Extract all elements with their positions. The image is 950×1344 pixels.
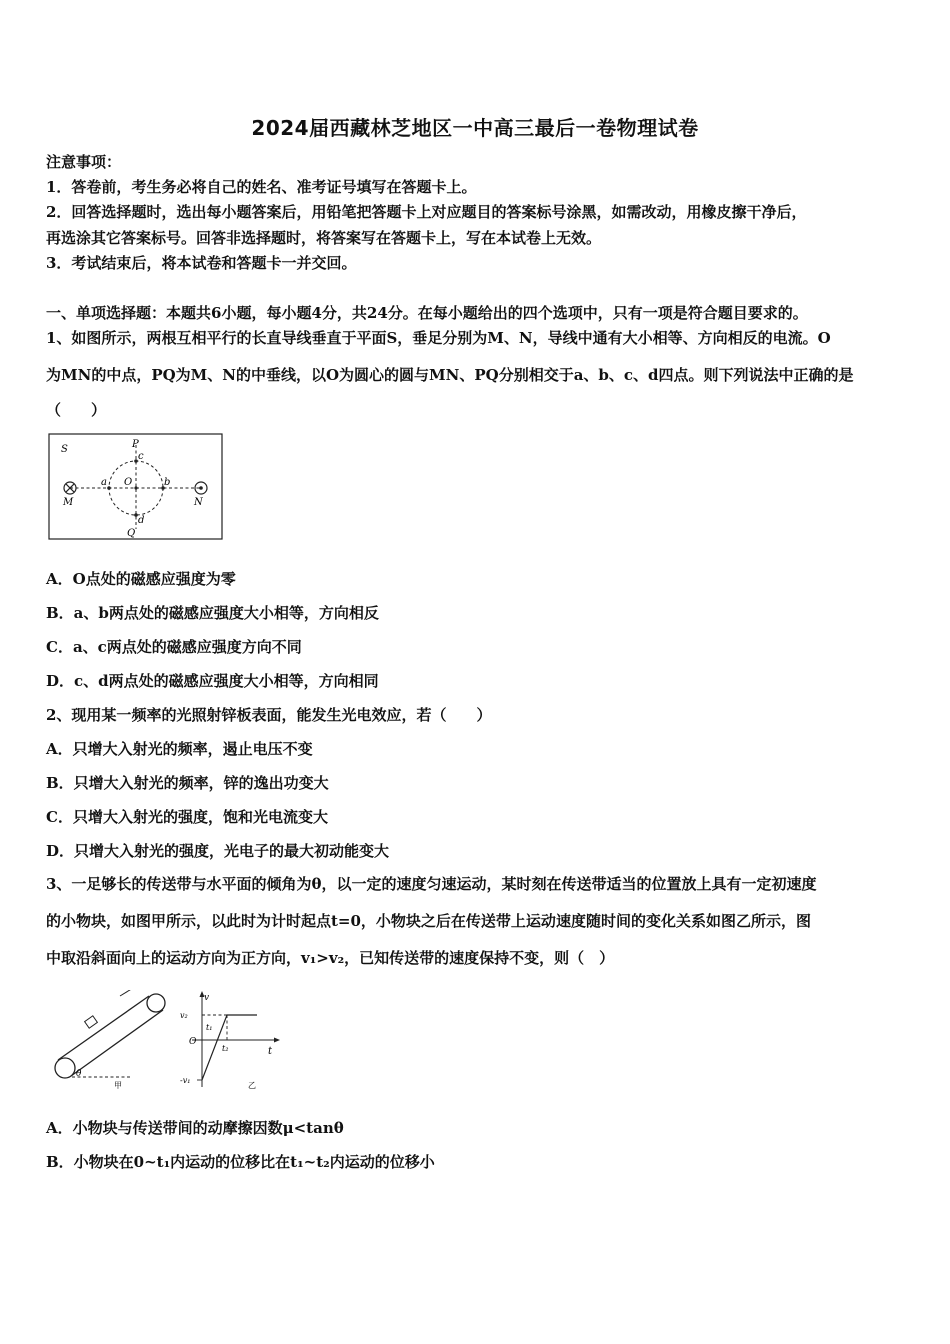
q1-stem-line-1: 1、如图所示，两根互相平行的长直导线垂直于平面S，垂足分别为M、N，导线中通有大小相等、方向相反的电流。O [46,329,831,347]
q3-option-b: B．小物块在0~t₁内运动的位移比在t₁~t₂内运动的位移小 [46,1153,435,1171]
label-neg-v1: -v₁ [180,1076,191,1085]
notice-item-1: 1．答卷前，考生务必将自己的姓名、准考证号填写在答题卡上。 [46,178,477,196]
section-heading: 一、单项选择题：本题共6小题，每小题4分，共24分。在每小题给出的四个选项中，只有一项是符合题目要求的。 [46,304,808,322]
q1-stem-line-3: （ ） [46,401,107,419]
label-theta: θ [76,1069,82,1079]
q2-option-b: B．只增大入射光的频率，锌的逸出功变大 [46,774,329,792]
label-s: S [61,444,68,455]
q3-figure [52,990,280,1090]
label-c: c [138,451,144,462]
label-q: Q [127,528,136,539]
label-m: M [63,497,74,508]
page-title: 2024届西藏林芝地区一中高三最后一卷物理试卷 [251,116,699,140]
label-b: b [164,477,171,488]
point-o [134,486,137,489]
notice-heading: 注意事项： [46,153,122,171]
label-v: v [204,993,210,1003]
q2-stem: 2、现用某一频率的光照射锌板表面，能发生光电效应，若（ ） [46,706,492,724]
label-t: t [268,1046,273,1057]
label-v2: v₂ [180,1011,188,1020]
q3-stem-line-2: 的小物块，如图甲所示，以此时为计时起点t=0，小物块之后在传送带上运动速度随时间的变化关系如图乙所示，图 [46,912,811,930]
label-n: N [194,497,203,508]
label-yi: 乙 [248,1081,256,1090]
q3-stem-line-1: 3、一足够长的传送带与水平面的倾角为θ，以一定的速度匀速运动，某时刻在传送带适当的位置放上具有一定初速度 [46,875,817,893]
label-t2: t₂ [222,1044,229,1053]
notice-item-2-cont: 再选涂其它答案标号。回答非选择题时，将答案写在答题卡上，写在本试卷上无效。 [46,229,602,247]
q1-stem-line-2: 为MN的中点，PQ为M、N的中垂线，以O为圆心的圆与MN、PQ分别相交于a、b、c、d四点。则下列说法中正确的是 [46,366,854,384]
conveyor-belt-diagram [55,990,165,1090]
q3-stem-line-3: 中取沿斜面向上的运动方向为正方向，v₁>v₂，已知传送带的速度保持不变，则（ ） [46,949,615,967]
notice-item-3: 3．考试结束后，将本试卷和答题卡一并交回。 [46,254,357,272]
q3-option-a: A．小物块与传送带间的动摩擦因数μ<tanθ [46,1119,344,1137]
q1-option-a: A．O点处的磁感应强度为零 [46,570,236,588]
q1-option-b: B．a、b两点处的磁感应强度大小相等，方向相反 [46,604,379,622]
q1-option-d: D．c、d两点处的磁感应强度大小相等，方向相同 [46,672,379,690]
notice-item-2: 2．回答选择题时，选出每小题答案后，用铅笔把答题卡上对应题目的答案标号涂黑，如需改动，用橡皮擦干净后， [46,203,807,221]
block [85,1016,98,1028]
label-d: d [138,515,145,526]
q2-option-a: A．只增大入射光的频率，遏止电压不变 [46,740,313,758]
label-jia: 甲 [114,1081,122,1090]
q2-option-d: D．只增大入射光的强度，光电子的最大初动能变大 [46,842,390,860]
label-p: P [132,439,139,450]
label-o: O [189,1037,197,1047]
q1-figure [48,433,223,540]
v-t-graph [180,991,280,1090]
q1-option-c: C．a、c两点处的磁感应强度方向不同 [46,638,302,656]
label-a: a [101,477,107,488]
q2-option-c: C．只增大入射光的强度，饱和光电流变大 [46,808,328,826]
label-o: O [124,477,133,488]
point-a [107,486,111,490]
label-t1: t₁ [206,1023,213,1032]
